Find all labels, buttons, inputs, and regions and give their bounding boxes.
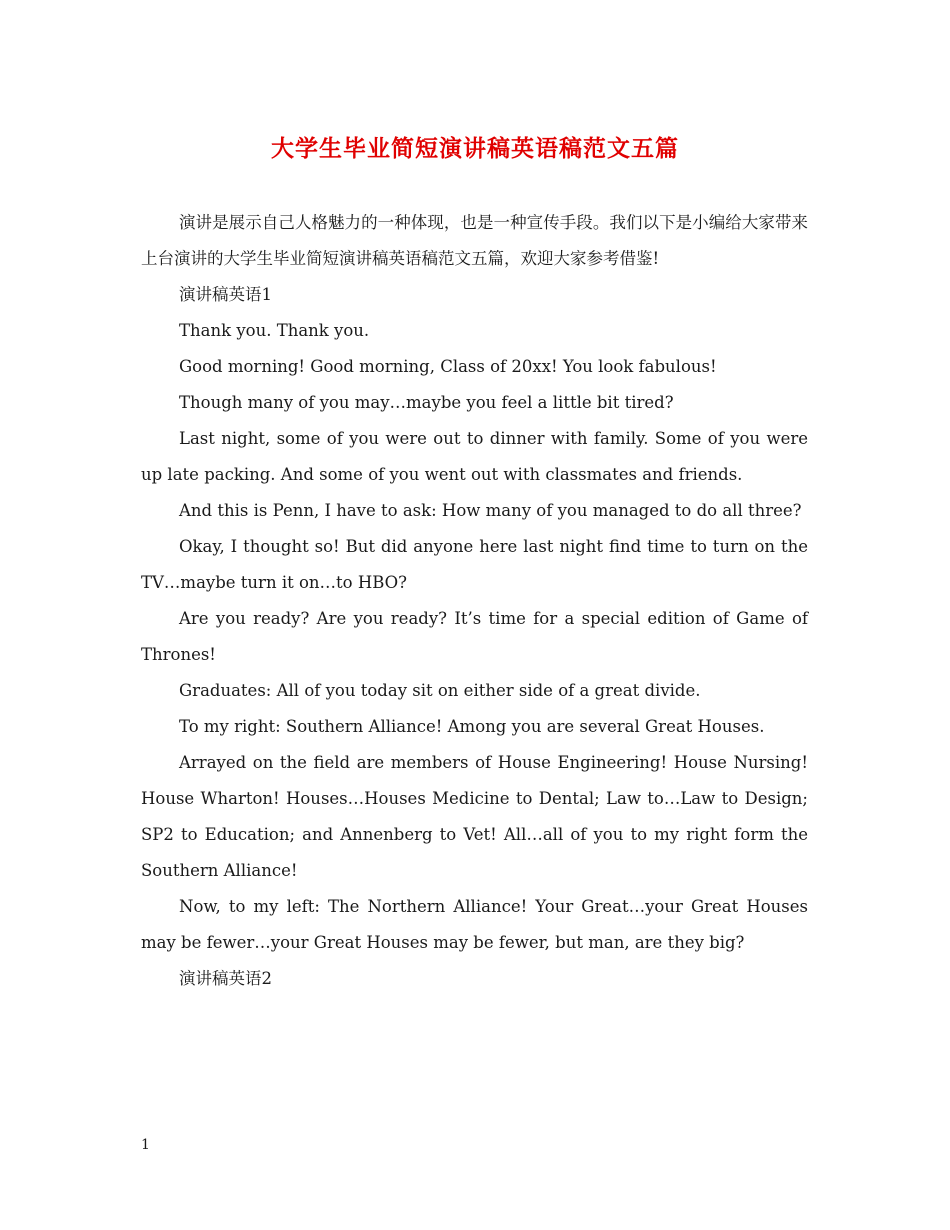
paragraph: Good morning! Good morning, Class of 20xx! You look fabulous! [179,357,717,376]
document-title: 大学生毕业简短演讲稿英语稿范文五篇 [271,135,679,162]
paragraph: To my right: Southern Alliance! Among you are several Great Houses. [179,717,765,736]
paragraph: Thank you. Thank you. [179,321,370,340]
paragraph: Though many of you may…maybe you feel a little bit tired? [179,393,674,412]
section-heading: 演讲稿英语2 [179,969,272,988]
intro-paragraph: 演讲是展示自己人格魅力的一种体现，也是一种宣传手段。我们以下是小编给大家带来上台演讲的大学生毕业简短演讲稿英语稿范文五篇，欢迎大家参考借鉴! [141,213,808,268]
section-heading: 演讲稿英语1 [179,285,272,304]
paragraph: Last night, some of you were out to dinner with family. Some of you were up late packing. And some of you went out with classmates and friends. [141,429,808,484]
paragraph: Okay, I thought so! But did anyone here last night find time to turn on the TV…maybe turn it on…to HBO? [141,537,808,592]
paragraph: Arrayed on the field are members of House Engineering! House Nursing! House Wharton! Houses…Houses Medicine to Dental; Law to…Law to Design; SP2 to Education; and Annenberg to Vet! All…all of you to my right form the Southern Alliance! [141,753,808,880]
page-number: 1 [141,1137,150,1153]
paragraph: Now, to my left: The Northern Alliance! Your Great…your Great Houses may be fewer…your Great Houses may be fewer, but man, are they big? [141,897,808,952]
document-body [141,205,808,997]
paragraph: And this is Penn, I have to ask: How many of you managed to do all three? [179,501,802,520]
paragraph: Graduates: All of you today sit on either side of a great divide. [179,681,701,700]
paragraph: Are you ready? Are you ready? It’s time for a special edition of Game of Thrones! [141,609,808,664]
